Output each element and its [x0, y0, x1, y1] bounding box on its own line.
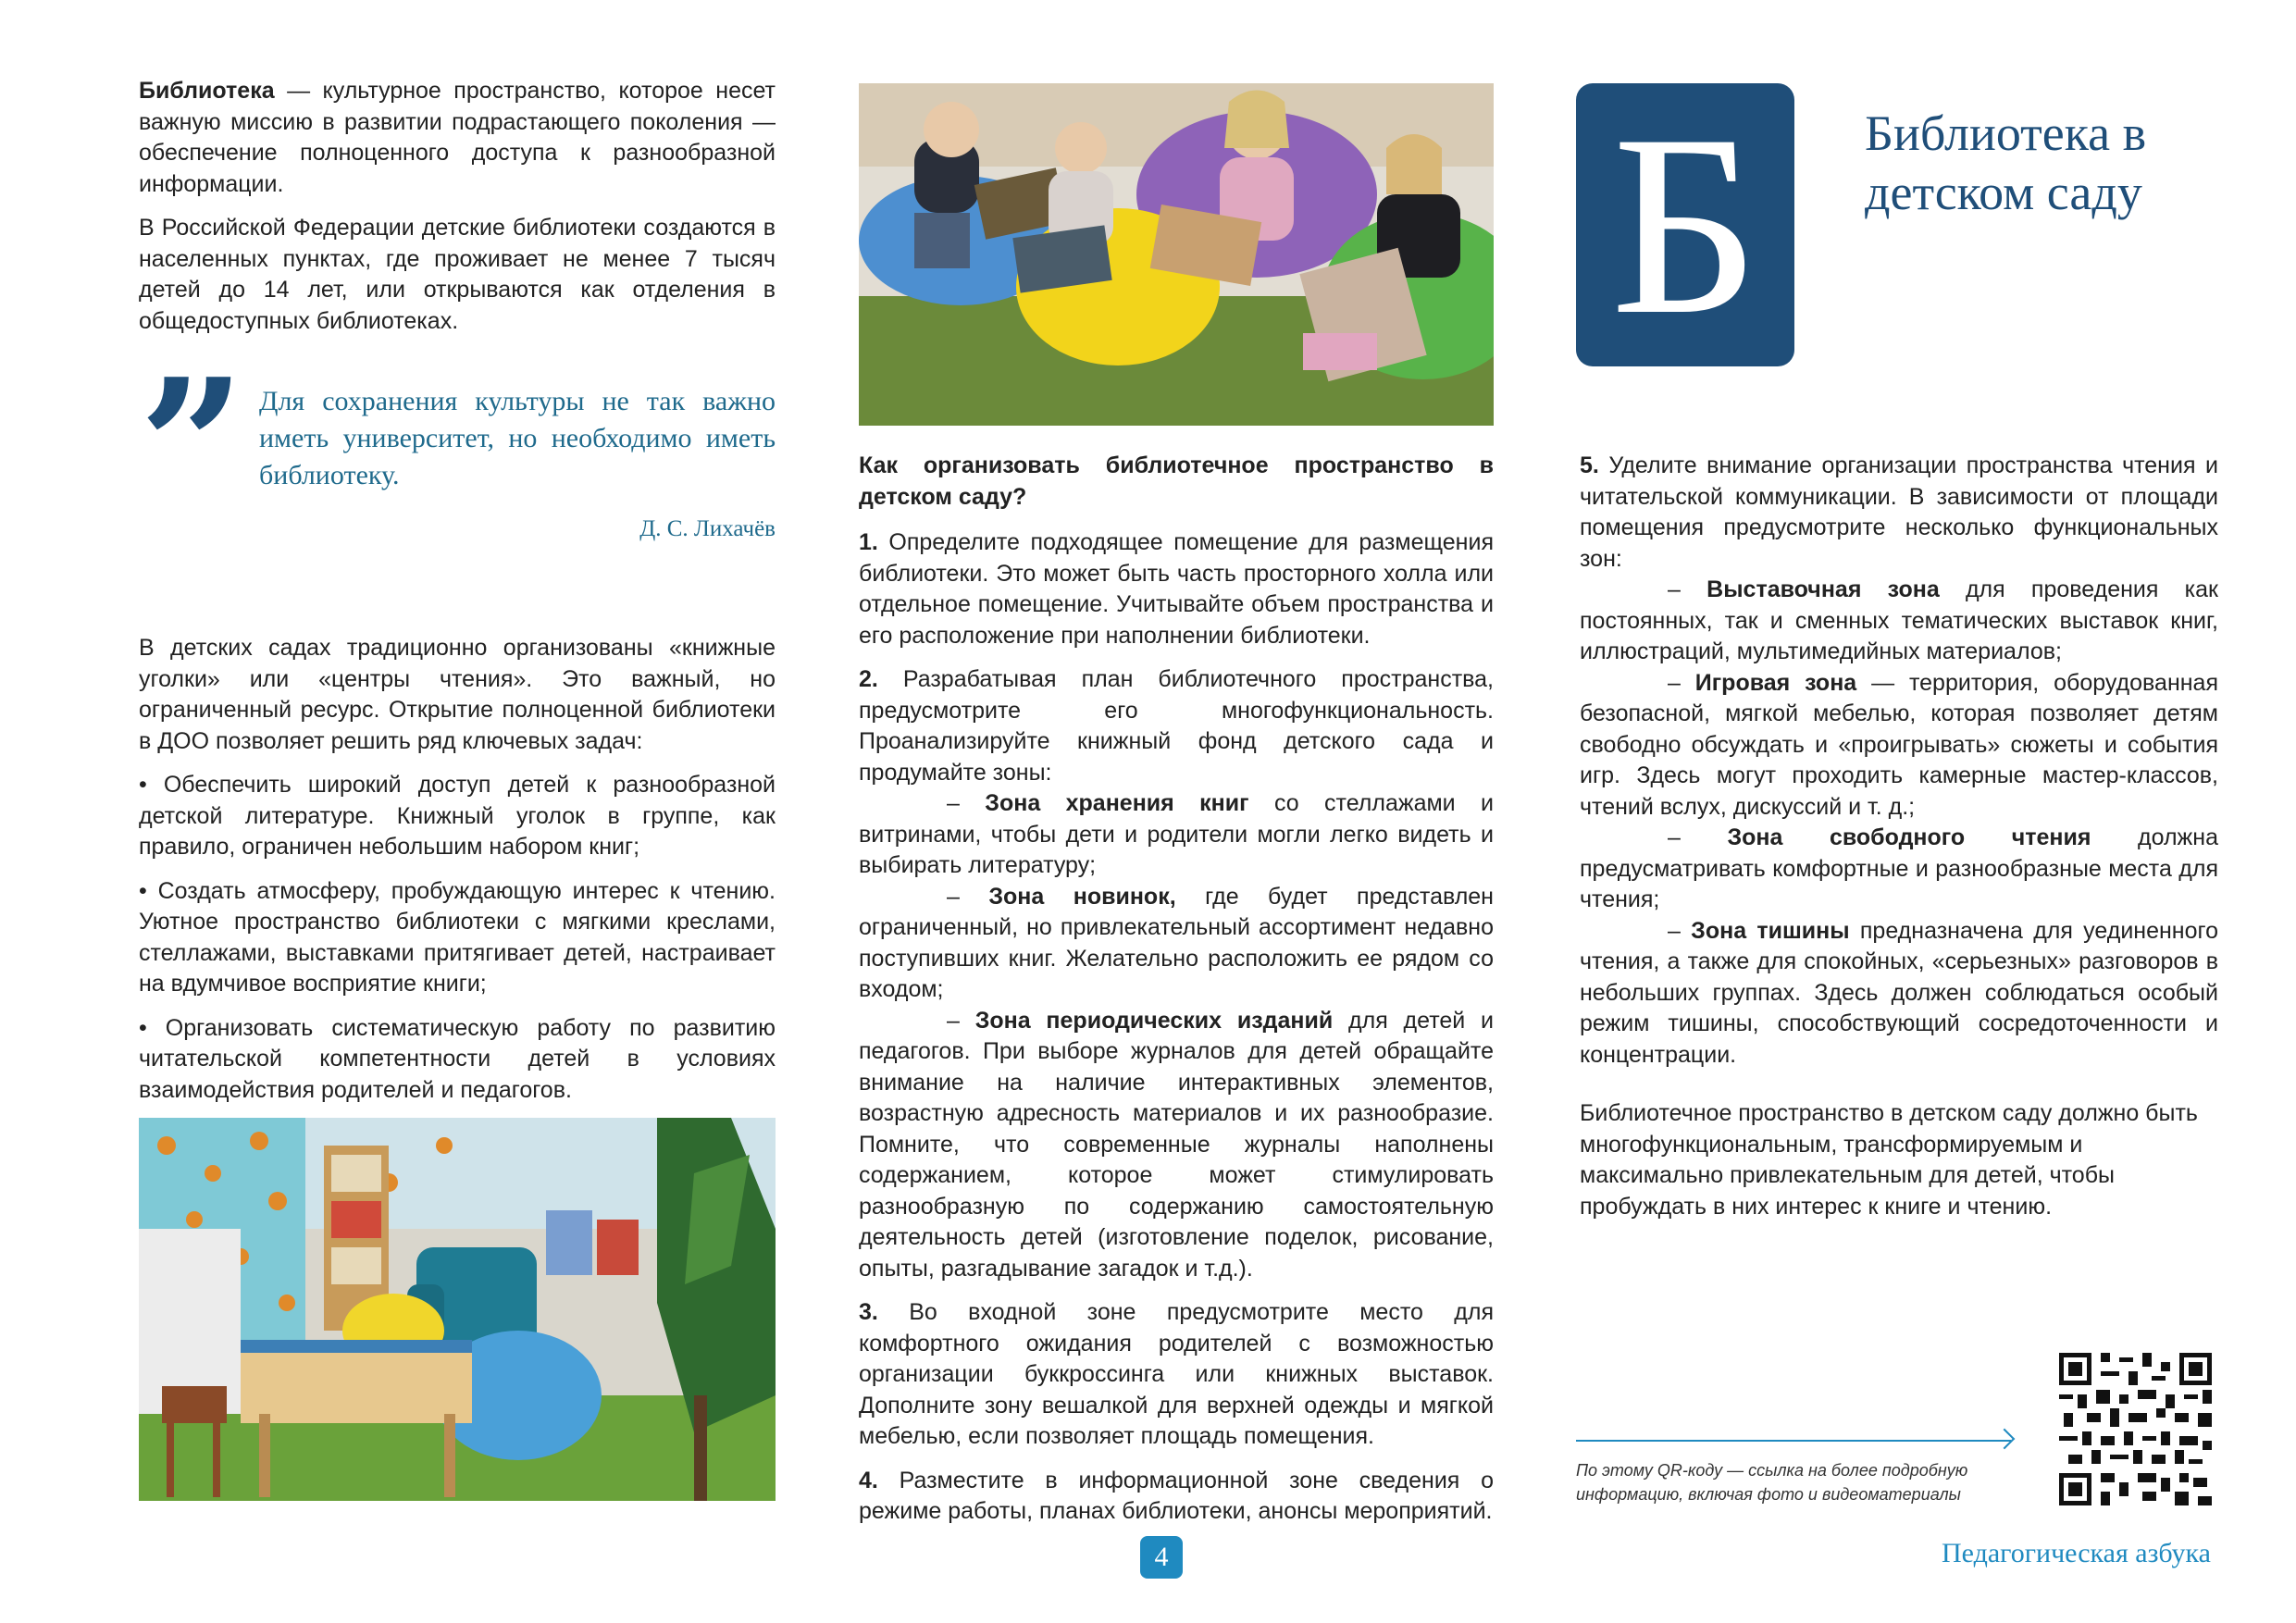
zone-silence-title: Зона тишины: [1691, 917, 1850, 944]
zone-silence: – Зона тишины предназначена для уединенного чтения, а также для спокойных, «серьезных» разговоров в небольших группах. Здесь должен соблюдаться особый режим тишины, способствующий сосредоточенности и концентрации.: [1580, 917, 2218, 1068]
page-number: 4: [1140, 1536, 1183, 1579]
zone-free-reading: – Зона свободного чтения должна предусматривать комфортные и разнообразные места для чтения;: [1580, 824, 2218, 912]
zone-new-text: где будет представлен ограниченный, но привлекательный ассортимент недавно поступивших книг. Желательно расположить ее рядом со входом;: [859, 883, 1494, 1002]
step-4-number: 4.: [859, 1467, 878, 1493]
zone-exhibition-text: для проведения как постоянных, так и сменных тематических выставок книг, иллюстраций, мультимедийных материалов;: [1580, 576, 2218, 664]
intro-text: — культурное пространство, которое несет важную миссию в развитии подрастающего поколения — обеспечение полноценного доступа к разнообразной информации.: [139, 78, 776, 197]
zone-storage: – Зона хранения книг со стеллажами и витринами, чтобы дети и родители могли легко видеть и выбирать литературу;: [859, 790, 1494, 878]
step-2: [859, 664, 1494, 788]
step-1-number: 1.: [859, 529, 878, 555]
step-2-text: Разрабатывая план библиотечного пространства, предусмотрите его многофункциональность. Проанализируйте книжный фонд детского сада и продумайте зоны:: [859, 666, 1494, 786]
zone-periodicals: – Зона периодических изданий для детей и педагогов. При выборе журналов для детей обращайте внимание на наличие интерактивных элементов, возрастную адресность материалов и их разнообразие. Помните, что современные журналы наполнены содержанием, которое может стимулировать разнообразную по содержанию самостоятельную деятельность детей (изготовление поделок, рисование, опыты, разгадывание загадок и т.д.).: [859, 1007, 1494, 1282]
library-room-photo: [139, 1118, 776, 1501]
zone-play-text: — территория, оборудованная безопасной, мягкой мебелью, которая позволяет детям свободно обсуждать и «проигрывать» сюжеты и события игр. Здесь могут проходить камерные мастер-классов, чтений вслух, дискуссий и т. д.;: [1580, 669, 2218, 820]
zone-free-reading-text: должна предусматривать комфортные и разнообразные места для чтения;: [1580, 824, 2218, 912]
intro-bold: Библиотека: [139, 78, 275, 104]
step-4-text: Разместите в информационной зоне сведения о режиме работы, планах библиотеки, анонсы мероприятий.: [859, 1467, 1494, 1524]
zone-new: – Зона новинок, где будет представлен ограниченный, но привлекательный ассортимент недавно поступивших книг. Желательно расположить ее рядом со входом;: [859, 883, 1494, 1002]
section-heading: Как организовать библиотечное пространство в детском саду?: [859, 452, 1494, 510]
intro-paragraph: [139, 76, 776, 200]
step-3: [859, 1297, 1494, 1453]
step-5: [1580, 451, 2218, 575]
publication-name: Педагогическая азбука: [1941, 1538, 2211, 1568]
zone-free-reading-title: Зона свободного чтения: [1727, 824, 2091, 850]
arrow-line: [1576, 1440, 2011, 1442]
zone-play: – Игровая зона — территория, оборудованная безопасной, мягкой мебелью, которая позволяет детям свободно обсуждать и «проигрывать» сюжеты и события игр. Здесь могут проходить камерные мастер-классов, чтений вслух, дискуссий и т. д.;: [1580, 669, 2218, 820]
conclusion-paragraph: Библиотечное пространство в детском саду должно быть многофункциональным, трансформируемым и максимально привлекательным для детей, чтобы пробуждать в них интерес к книге и чтению.: [1580, 1100, 2198, 1220]
children-reading-photo: [859, 83, 1494, 426]
zone-exhibition: – Выставочная зона для проведения как постоянных, так и сменных тематических выставок книг, иллюстраций, мультимедийных материалов;: [1580, 576, 2218, 664]
zone-storage-text: со стеллажами и витринами, чтобы дети и родители могли легко видеть и выбирать литературу;: [859, 790, 1494, 878]
bullet-3: • Организовать систематическую работу по развитию читательской компетентности детей в условиях взаимодействия родителей и педагогов.: [139, 1014, 776, 1103]
step-3-text: Во входной зоне предусмотрите место для комфортного ожидания родителей с возможностью организации буккроссинга или книжных выставок. Дополните зону вешалкой для верхней одежды и мягкой мебелью, если позволяет площадь помещения.: [859, 1299, 1494, 1449]
column-middle: [859, 451, 1494, 1541]
quote-text-wrap: [259, 383, 776, 548]
step-5-text: Уделите внимание организации пространства чтения и читательской коммуникации. В зависимости от площади помещения предусмотрите несколько функциональных зон:: [1580, 452, 2218, 572]
article-title: Библиотека в детском саду: [1865, 105, 2147, 220]
zone-storage-title: Зона хранения книг: [985, 790, 1249, 816]
step-5-number: 5.: [1580, 452, 1599, 478]
step-1: [859, 527, 1494, 651]
paragraph-2: В Российской Федерации детские библиотеки создаются в населенных пунктах, где проживает не менее 7 тысяч детей до 14 лет, или открываются как отделения в общедоступных библиотеках.: [139, 215, 776, 334]
step-3-number: 3.: [859, 1299, 878, 1325]
arrow-right-icon: [1994, 1429, 2016, 1450]
zone-play-title: Игровая зона: [1694, 669, 1857, 696]
quote-mark-icon: ”: [139, 339, 228, 556]
step-4: [859, 1466, 1494, 1528]
qr-code[interactable]: [2059, 1353, 2212, 1505]
paragraph-3: В детских садах традиционно организованы «книжные уголки» или «центры чтения». Это важный, но ограниченный ресурс. Открытие полноценной библиотеки в ДОО позволяет решить ряд ключевых задач:: [139, 635, 776, 754]
column-left: [139, 76, 776, 1119]
drop-cap-letter: Б: [1576, 83, 1794, 366]
quote-author: Д. С. Лихачёв: [639, 516, 776, 541]
zone-silence-text: предназначена для уединенного чтения, а также для спокойных, «серьезных» разговоров в небольших группах. Здесь должен соблюдаться особый режим тишины, способствующий сосредоточенности и концентрации.: [1580, 917, 2218, 1068]
zone-new-title: Зона новинок,: [988, 883, 1176, 910]
bullet-1: • Обеспечить широкий доступ детей к разнообразной детской литературе. Книжный уголок в группе, как правило, ограничен небольшим набором книг;: [139, 772, 776, 860]
quote-block: [139, 339, 776, 556]
column-right: [1580, 451, 2218, 1235]
quote-text: Для сохранения культуры не так важно иметь университет, но необходимо иметь библиотеку.: [259, 386, 776, 490]
step-2-number: 2.: [859, 666, 878, 692]
zone-exhibition-title: Выставочная зона: [1706, 576, 1940, 602]
zone-periodicals-title: Зона периодических изданий: [974, 1007, 1334, 1034]
qr-caption: По этому QR-коду — ссылка на более подробную информацию, включая фото и видеоматериалы: [1576, 1461, 1968, 1504]
zone-periodicals-text: для детей и педагогов. При выборе журналов для детей обращайте внимание на наличие интерактивных элементов, возрастную адресность материалов и их разнообразие. Помните, что современные журналы наполнены содержанием, которое может стимулировать разнообразную по содержанию самостоятельную деятельность детей (изготовление поделок, рисование, опыты, разгадывание загадок и т.д.).: [859, 1007, 1494, 1282]
bullet-2: • Создать атмосферу, пробуждающую интерес к чтению. Уютное пространство библиотеки с мягкими креслами, стеллажами, выставками притягивает детей, настраивает на вдумчивое восприятие книги;: [139, 877, 776, 997]
step-1-text: Определите подходящее помещение для размещения библиотеки. Это может быть часть просторного холла или отдельное помещение. Учитывайте объем пространства и его расположение при наполнении библиотеки.: [859, 529, 1494, 649]
